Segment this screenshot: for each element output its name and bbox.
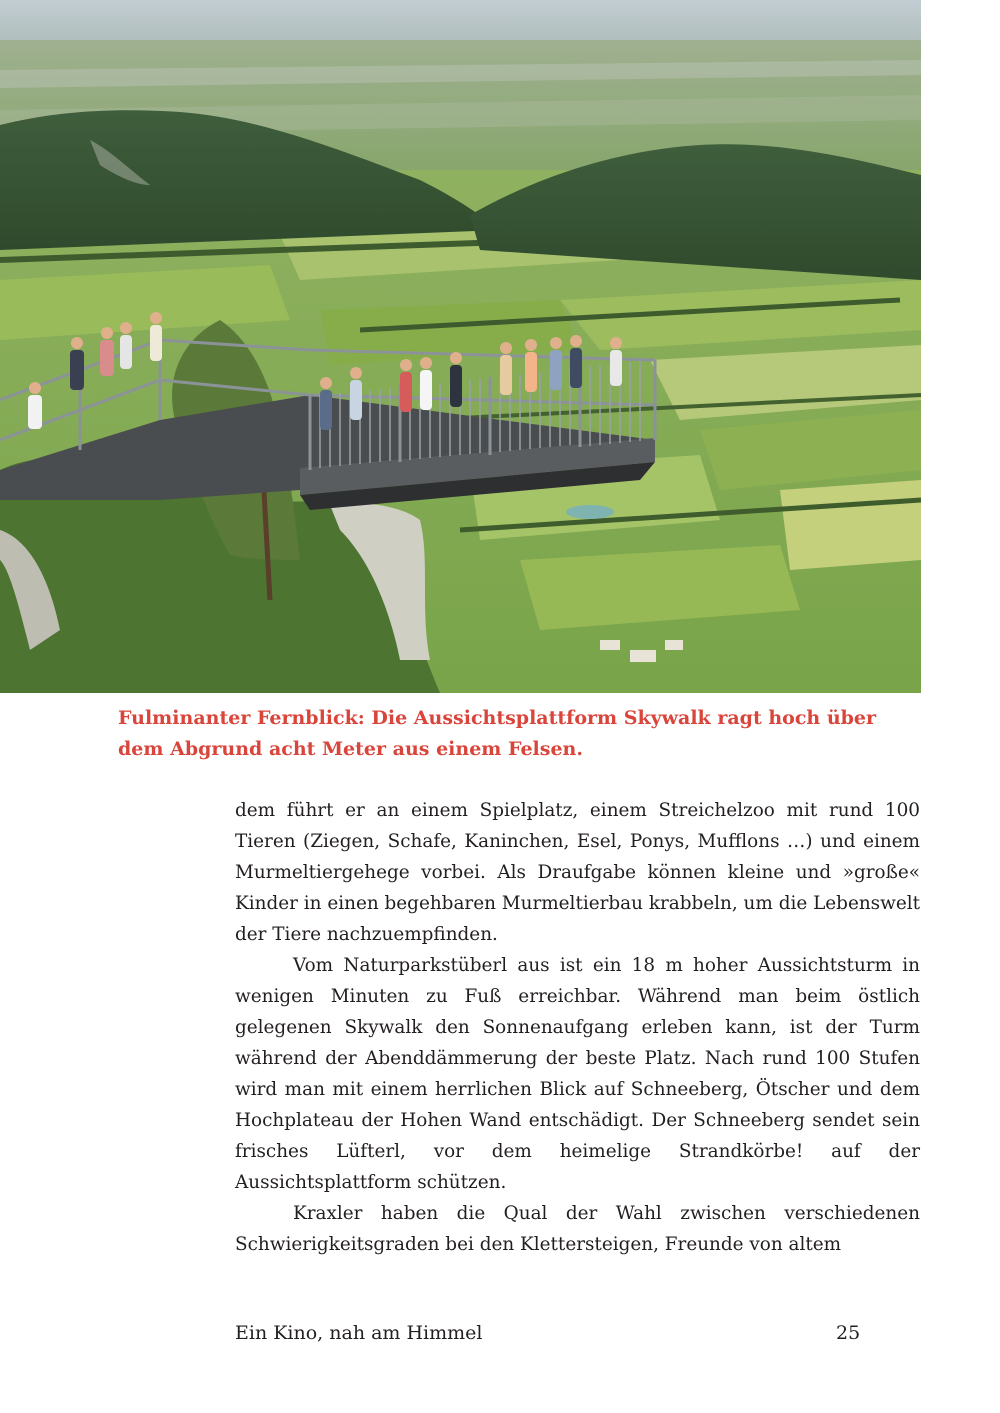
running-footer-title: Ein Kino, nah am Himmel xyxy=(235,1322,483,1344)
skywalk-photo xyxy=(0,0,921,693)
paragraph: Kraxler haben die Qual der Wahl zwischen verschiedenen Schwierigkeitsgraden bei den Klettersteigen, Freunde von altem xyxy=(235,1203,920,1255)
paragraph: dem führt er an einem Spielplatz, einem Streichelzoo mit rund 100 Tieren (Ziegen, Schafe, Kaninchen, Esel, Ponys, Mufflons …) und einem Murmeltiergehege vorbei. Als Draufgabe können kleine und »große« Kinder in einen begehbaren Murmeltierbau krabbeln, um die Lebenswelt der Tiere nachzuempfinden. xyxy=(235,800,921,945)
page-number: 25 xyxy=(836,1322,861,1344)
photo-caption: Fulminanter Fernblick: Die Aussichtsplattform Skywalk ragt hoch über dem Abgrund acht Meter aus einem Felsen. xyxy=(118,707,877,760)
landscape-photo-icon xyxy=(0,0,921,693)
body-text xyxy=(235,795,920,1260)
paragraph: Vom Naturparkstüberl aus ist ein 18 m hoher Aussichtsturm in wenigen Minuten zu Fuß erreichbar. Während man beim östlich gelegenen Skywalk den Sonnenaufgang erleben kann, ist der Turm während der Abenddämmerung der beste Platz. Nach rund 100 Stufen wird man mit einem herrlichen Blick auf Schneeberg, Ötscher und dem Hochplateau der Hohen Wand entschädigt. Der Schneeberg sendet sein frisches Lüfterl, vor dem heimelige Strandkörbe! auf der Aussichtsplattform schützen. xyxy=(235,955,920,1193)
